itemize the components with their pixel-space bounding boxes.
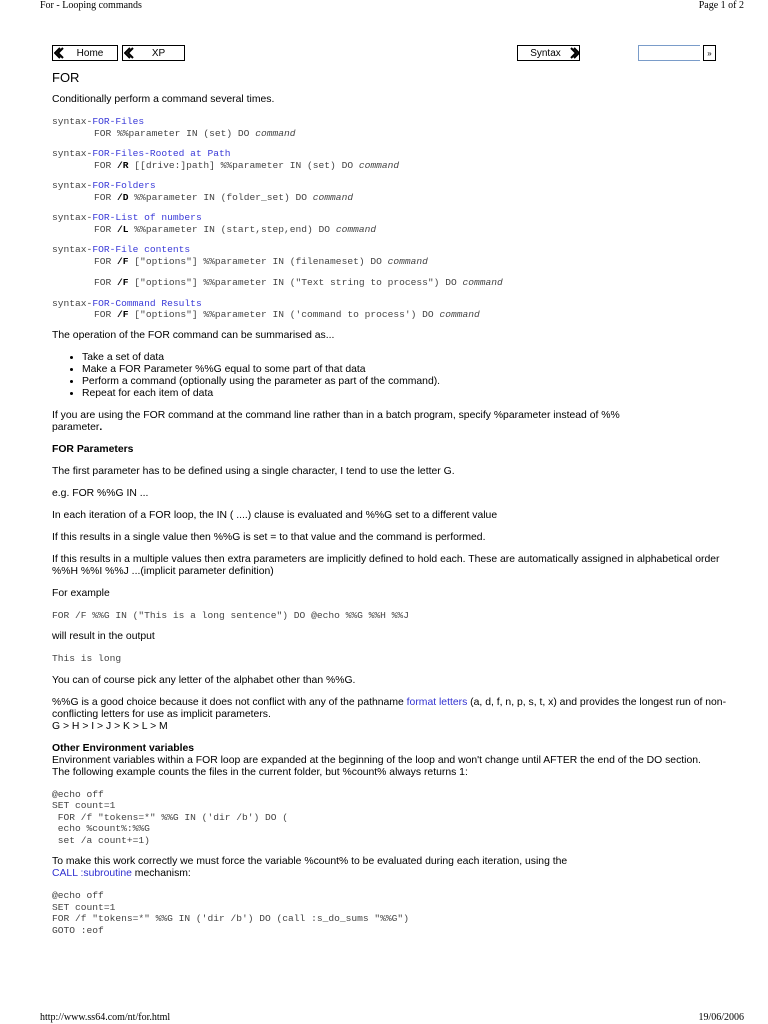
search-input[interactable] [638, 45, 700, 61]
syntax-flag: /F [117, 255, 129, 267]
syntax-command-text: FOR [94, 255, 118, 267]
format-letters-link[interactable]: format letters [406, 696, 468, 708]
env-heading: Other Environment variables [52, 742, 195, 754]
list-item: • Repeat for each item of data [82, 388, 728, 400]
syntax-command-placeholder: command [312, 191, 354, 203]
syntax-link[interactable]: FOR-List of numbers [92, 212, 202, 223]
list-item: • Perform a command (optionally using the parameter as part of the command). [82, 376, 728, 388]
syntax-entry [52, 148, 728, 171]
print-header-page: Page 1 of 2 [698, 0, 744, 11]
syntax-link[interactable]: FOR-File contents [92, 244, 191, 255]
cmdline-note-text-2: parameter [52, 421, 100, 433]
syntax-flag: /L [117, 223, 129, 235]
syntax-link[interactable]: FOR-Command Results [92, 297, 202, 309]
syntax-command [52, 192, 728, 204]
syntax-heading [52, 212, 728, 224]
syntax-command-placeholder: command [358, 159, 400, 171]
syntax-button[interactable] [517, 45, 580, 61]
syntax-command-placeholder: command [462, 277, 503, 288]
syntax-entry [52, 298, 728, 321]
params-text-5: If this results in a multiple values then extra parameters are implicitly defined to hold each. These are automatically assigned in alphabetical order %%H %%I %%J ...(implicit parameter definition) [52, 553, 720, 577]
syntax-list [52, 116, 728, 321]
home-label: Home [76, 47, 104, 59]
syntax-flag: /R [117, 159, 129, 171]
params-text-1: The first parameter has to be defined using a single character, I tend to use the letter G. [52, 465, 455, 477]
print-footer [40, 1012, 744, 1023]
page-title: FOR [52, 70, 80, 85]
syntax-command [52, 277, 728, 289]
cmdline-note-period: . [99, 421, 103, 433]
syntax-command-text: ["options"] %%parameter IN (filenameset) DO [128, 255, 388, 267]
home-button[interactable] [52, 45, 118, 61]
syntax-entry [52, 116, 728, 139]
operation-list [52, 352, 728, 400]
params-text-4: If this results in a single value then %%G is set = to that value and the command is performed. [52, 531, 486, 543]
for-example-label: For example [52, 587, 110, 599]
syntax-flag: /F [117, 309, 129, 320]
syntax-prefix: syntax- [52, 212, 93, 223]
force-text [52, 856, 728, 880]
syntax-entry [52, 212, 728, 235]
syntax-prefix: syntax- [52, 244, 93, 255]
syntax-command-text: [[drive:]path] %%parameter IN (set) DO [128, 159, 359, 171]
chevron-left-icon [53, 46, 63, 60]
syntax-link[interactable]: FOR-Files-Rooted at Path [92, 148, 231, 159]
code-block-2: @echo off SET count=1 FOR /f "tokens=*" %%G IN ('dir /b') DO (call :s_do_sums "%%G") GOTO :eof [52, 890, 409, 936]
search-go-button[interactable]: » [703, 45, 716, 61]
call-subroutine-link[interactable]: CALL :subroutine [52, 868, 132, 879]
force-text-post: mechanism: [131, 868, 191, 879]
syntax-heading [52, 180, 728, 192]
print-footer-url: http://www.ss64.com/nt/for.html [40, 1012, 171, 1023]
syntax-command-text: %%parameter IN (folder_set) DO [128, 191, 313, 203]
syntax-command-text: FOR [94, 159, 118, 171]
syntax-prefix: syntax- [52, 297, 93, 309]
will-result-label: will result in the output [52, 631, 155, 642]
syntax-flag: /F [117, 277, 129, 288]
syntax-entry [52, 180, 728, 203]
params-heading: FOR Parameters [52, 443, 134, 455]
syntax-heading [52, 244, 728, 256]
syntax-command [52, 160, 728, 172]
syntax-command-text: FOR [94, 191, 118, 203]
good-choice-post: (a, d, f, n, p, s, t, x) and provides the longest run of non-conflicting letters for use as implicit parameters. [52, 696, 727, 720]
syntax-command [52, 128, 728, 140]
syntax-heading [52, 116, 728, 128]
print-header-title: For - Looping commands [40, 0, 142, 11]
syntax-flag: /D [117, 191, 129, 203]
syntax-command [52, 256, 728, 268]
chevron-right-icon [569, 46, 579, 60]
pick-letter-text: You can of course pick any letter of the alphabet other than %%G. [52, 674, 356, 686]
syntax-command-text: ["options"] %%parameter IN ("Text string to process") DO [128, 277, 463, 288]
syntax-command-text: FOR [94, 223, 118, 235]
syntax-entry [52, 244, 728, 289]
chevron-left-icon [123, 46, 133, 60]
cmdline-note-text: If you are using the FOR command at the command line rather than in a batch program, specify %parameter instead of %% [52, 409, 620, 421]
syntax-prefix: syntax- [52, 180, 93, 191]
example-code: FOR /F %%G IN ("This is a long sentence") DO @echo %%G %%H %%J [52, 609, 409, 621]
letter-chain: G > H > I > J > K > L > M [52, 720, 168, 732]
syntax-command-placeholder: command [255, 127, 296, 139]
syntax-command-text: FOR [94, 309, 118, 320]
params-text-3: In each iteration of a FOR loop, the IN ( ....) clause is evaluated and %%G set to a different value [52, 509, 498, 521]
syntax-link[interactable]: FOR-Files [92, 116, 145, 127]
env-text-2: The following example counts the files in the current folder, but %count% always returns 1: [52, 766, 468, 778]
cmdline-note [52, 410, 728, 434]
syntax-command-text: ["options"] %%parameter IN ('command to process') DO [128, 309, 440, 320]
syntax-command-placeholder: command [335, 223, 377, 235]
list-item: • Make a FOR Parameter %%G equal to some part of that data [82, 364, 728, 376]
syntax-label: Syntax [530, 47, 561, 59]
syntax-heading [52, 298, 728, 310]
code-block-1: @echo off SET count=1 FOR /f "tokens=*" %%G IN ('dir /b') DO ( echo %count%:%%G set /a count+=1) [52, 788, 289, 846]
good-choice-pre: %%G is a good choice because it does not conflict with any of the pathname [52, 696, 407, 708]
syntax-prefix: syntax- [52, 148, 93, 159]
syntax-heading [52, 148, 728, 160]
syntax-command-placeholder: command [439, 309, 480, 320]
xp-button[interactable] [122, 45, 185, 61]
navbar [52, 45, 716, 63]
syntax-command [52, 309, 728, 321]
env-text-1: Environment variables within a FOR loop are expanded at the beginning of the loop and won't change until AFTER the end of the DO section. [52, 754, 701, 766]
main-content [52, 72, 728, 946]
syntax-link[interactable]: FOR-Folders [92, 180, 156, 191]
good-choice-text [52, 697, 728, 733]
syntax-command-text: %%parameter IN (start,step,end) DO [128, 223, 336, 235]
summary-intro: The operation of the FOR command can be summarised as... [52, 329, 335, 341]
print-footer-date: 19/06/2006 [698, 1012, 744, 1023]
env-section [52, 743, 728, 779]
syntax-prefix: syntax- [52, 116, 93, 127]
syntax-command-placeholder: command [387, 255, 428, 267]
force-text-pre: To make this work correctly we must force the variable %count% to be evaluated during each iteration, using the [52, 856, 568, 867]
params-text-2: e.g. FOR %%G IN ... [52, 487, 149, 499]
output-code: This is long [52, 653, 122, 664]
list-item: • Take a set of data [82, 352, 728, 364]
print-header [40, 0, 744, 11]
xp-label: XP [151, 47, 166, 59]
syntax-command-text: FOR [94, 277, 118, 288]
syntax-command-text: FOR %%parameter IN (set) DO [94, 127, 256, 139]
intro-text: Conditionally perform a command several times. [52, 94, 275, 105]
syntax-command [52, 224, 728, 236]
